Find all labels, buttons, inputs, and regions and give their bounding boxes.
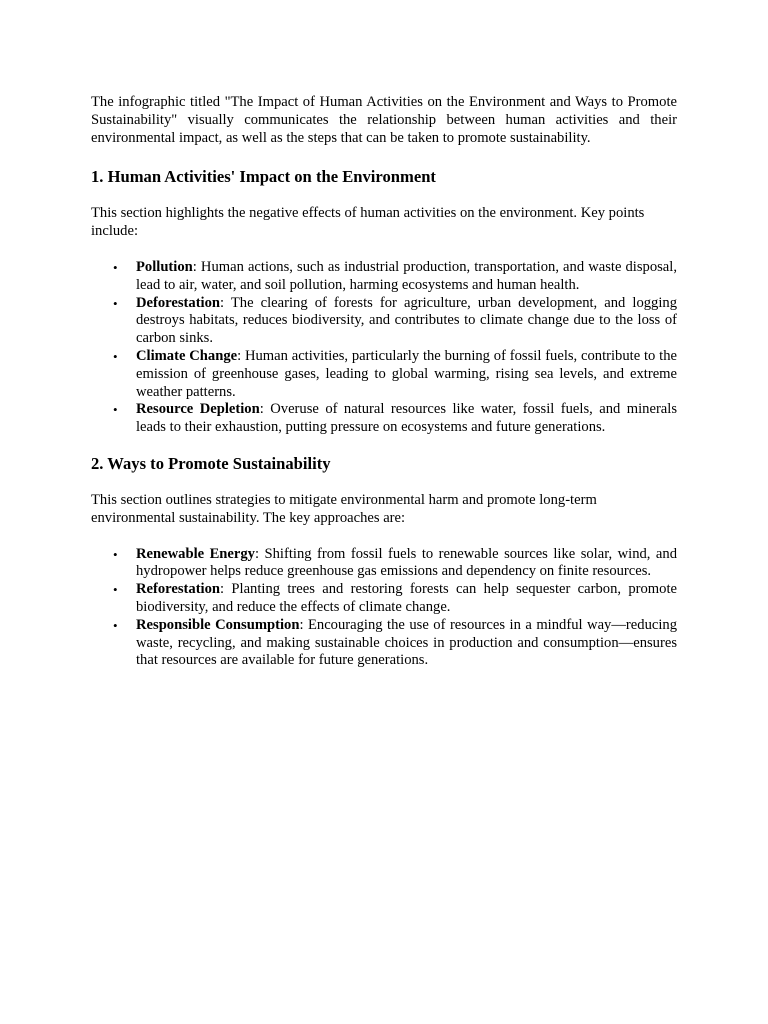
bullet-icon: • [113,617,118,633]
section-heading-impact: 1. Human Activities' Impact on the Environment [91,167,436,187]
section-heading-sustainability: 2. Ways to Promote Sustainability [91,453,331,473]
list-item-climate-change [113,347,677,401]
section-intro-impact: This section highlights the negative effects of human activities on the environment. Key points include: [91,205,645,240]
item-term: Resource Depletion [136,401,260,418]
item-text: : Overuse of natural resources like water, fossil fuels, and minerals leads to their exhaustion, putting pressure on ecosystems and future generations. [136,401,678,436]
sustainability-list [91,546,677,671]
item-text: : Encouraging the use of resources in a mindful way—reducing waste, recycling, and making sustainable choices in production and consumption—ensures that resources are available for future generations. [136,616,677,669]
bullet-icon: • [113,259,118,275]
item-term: Renewable Energy [136,545,255,562]
list-item-reforestation [113,581,677,617]
list-item-deforestation [113,294,677,348]
document-page [91,94,677,687]
item-term: Climate Change [136,347,238,364]
list-item-resource-depletion [113,401,678,437]
item-text: : Shifting from fossil fuels to renewable sources like solar, wind, and hydropower helps reduce greenhouse gas emissions and dependency on finite resources. [136,545,677,580]
item-text: : The clearing of forests for agriculture, urban development, and logging destroys habitats, reduces biodiversity, and contributes to climate change due to the loss of carbon sinks. [136,294,677,347]
list-item-renewable-energy [113,545,677,582]
section-intro-sustainability: This section outlines strategies to mitigate environmental harm and promote long-term environmental sustainability. The key approaches are: [91,491,597,526]
bullet-icon: • [113,295,118,311]
list-item-pollution [113,258,677,295]
item-term: Responsible Consumption [136,616,300,633]
impact-list [91,259,677,437]
bullet-icon: • [113,402,118,418]
intro-paragraph: The infographic titled "The Impact of Human Activities on the Environment and Ways to Promote Sustainability" visually communicates the relationship between human activities and their environmental impact, as well as the steps that can be taken to promote sustainability. [91,94,677,146]
item-text: : Planting trees and restoring forests can help sequester carbon, promote biodiversity, and reduce the effects of climate change. [136,581,677,615]
item-term: Pollution [136,258,193,275]
bullet-icon: • [113,582,118,598]
bullet-icon: • [113,546,118,562]
item-term: Reforestation [136,581,221,598]
item-text: : Human actions, such as industrial production, transportation, and waste disposal, lead to air, water, and soil pollution, harming ecosystems and human health. [136,258,677,293]
item-term: Deforestation [136,294,221,311]
item-text: : Human activities, particularly the burning of fossil fuels, contribute to the emission of greenhouse gases, leading to global warming, rising sea levels, and extreme weather patterns. [136,347,677,400]
list-item-responsible-consumption [113,616,677,670]
bullet-icon: • [113,348,118,364]
